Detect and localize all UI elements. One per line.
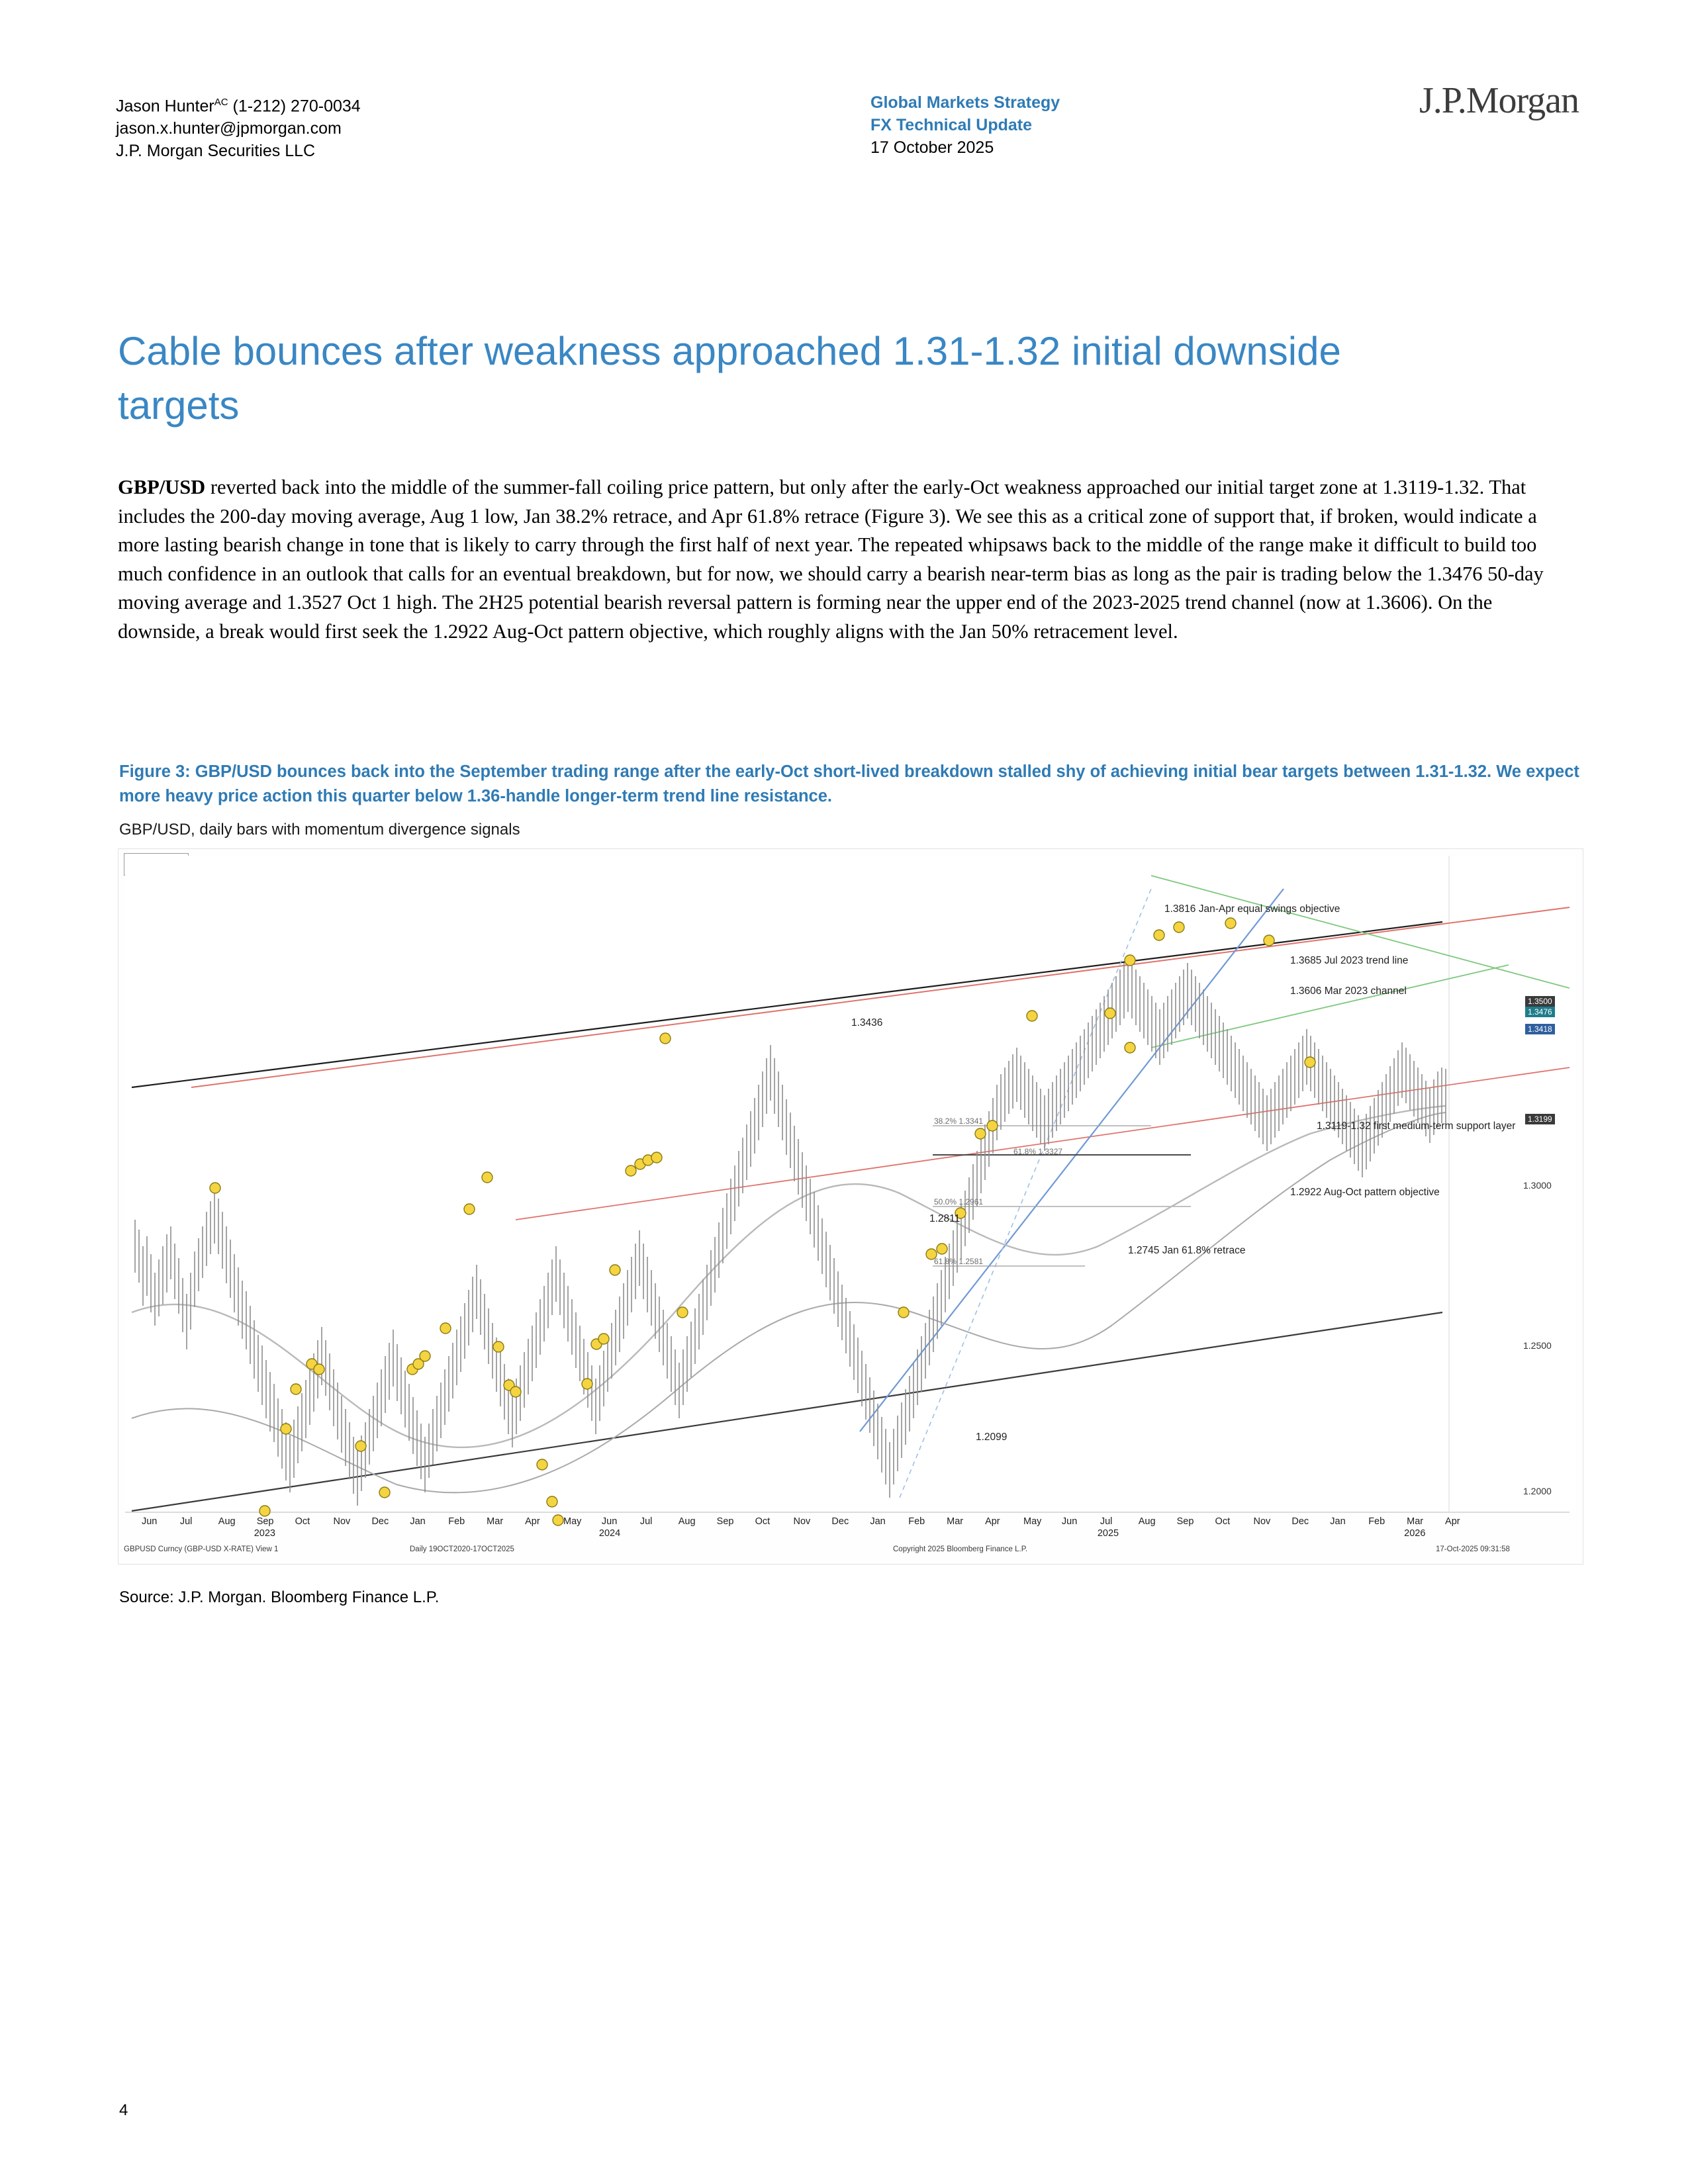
x-axis-month-label: Oct [1215,1516,1231,1527]
price-tag-1-3418: 1.3418 [1525,1024,1555,1034]
report-date: 17 October 2025 [870,138,994,157]
price-tag-1-3199: 1.3199 [1525,1114,1555,1124]
analyst-email: jason.x.hunter@jpmorgan.com [116,119,342,138]
report-type: FX Technical Update [870,116,1033,134]
y-tick-1-2000: 1.2000 [1523,1486,1552,1496]
x-axis-year-label: 2023 [254,1528,275,1539]
page-number: 4 [119,2101,128,2119]
body-lead: GBP/USD [118,476,206,498]
x-axis-month-label: Jan [1330,1516,1346,1527]
annotation-fib-618b: 61.8% 1.2581 [934,1257,984,1266]
annotation-1-3816: 1.3816 Jan-Apr equal swings objective [1164,903,1340,915]
x-axis-month-label: Dec [831,1516,849,1527]
chart-footer-right: 17-Oct-2025 09:31:58 [1436,1545,1510,1553]
annotation-fib-500: 50.0% 1.2961 [934,1197,984,1206]
x-axis-month-label: Apr [985,1516,1000,1527]
x-axis-month-label: Nov [1253,1516,1271,1527]
y-tick-1-2500: 1.2500 [1523,1340,1552,1351]
x-axis-month-label: Jun [141,1516,158,1527]
x-axis-month-label: Sep [716,1516,734,1527]
price-tag-1-3476: 1.3476 [1525,1007,1555,1017]
x-axis-month-label: Jun [601,1516,618,1527]
analyst-entity: J.P. Morgan Securities LLC [116,142,316,161]
x-axis-month-label: Feb [908,1516,925,1527]
jpmorgan-logo: J.P.Morgan [1419,80,1579,121]
figure-source: Source: J.P. Morgan. Bloomberg Finance L.P. [119,1588,440,1606]
x-axis-year-label: 2024 [598,1528,621,1539]
analyst-name: Jason Hunter [116,97,214,116]
analyst-name-line [116,91,361,117]
report-group: Global Markets Strategy [870,93,1060,112]
x-axis-month-label: May [563,1516,582,1527]
x-axis-month-label: Nov [333,1516,351,1527]
x-axis-month-label: Dec [371,1516,389,1527]
x-axis-month-label: Aug [218,1516,236,1527]
x-axis-month-label: Sep [256,1516,274,1527]
annotation-1-2745: 1.2745 Jan 61.8% retrace [1128,1245,1246,1256]
x-axis-month-label: Dec [1291,1516,1309,1527]
report-meta [870,91,1060,159]
annotation-fib-618: 61.8% 1.3327 [1013,1147,1063,1156]
x-axis-month-label: Jul [179,1516,193,1527]
x-axis-month-label: Jul [639,1516,653,1527]
analyst-block [116,91,361,162]
x-axis-month-label: Jan [870,1516,886,1527]
page-title: Cable bounces after weakness approached 1.31-1.32 initial downside targets [118,329,1341,428]
analyst-credential: AC [214,97,228,108]
x-axis-month-label: Jan [410,1516,426,1527]
chart-footer-mid2: Copyright 2025 Bloomberg Finance L.P. [893,1545,1028,1553]
figure-caption: Figure 3: GBP/USD bounces back into the September trading range after the early-Oct short-lived breakdown stalled shy of achieving initial bear targets between 1.31-1.32. We expect more heavy price action this quarter below 1.36-handle longer-term trend line resistance. [119,762,1579,805]
x-axis-month-label: Jun [1061,1516,1078,1527]
x-axis-year-label: 2025 [1097,1528,1119,1539]
x-axis-year-label: 2026 [1404,1528,1426,1539]
chart-footer-mid1: Daily 19OCT2020-17OCT2025 [410,1545,514,1553]
x-axis-month-label: Apr [1445,1516,1460,1527]
annotation-1-3606: 1.3606 Mar 2023 channel [1290,985,1407,997]
annotation-1-3685: 1.3685 Jul 2023 trend line [1290,955,1409,966]
x-axis-month-label: Oct [755,1516,771,1527]
annotation-fib-382: 38.2% 1.3341 [934,1116,984,1126]
x-axis-month-label: Oct [295,1516,310,1527]
x-axis-month-label: Aug [678,1516,696,1527]
annotation-1-2099: 1.2099 [976,1432,1008,1443]
y-tick-1-3000: 1.3000 [1523,1180,1552,1191]
annotation-pattern-objective: 1.2922 Aug-Oct pattern objective [1290,1187,1440,1198]
page-header [116,80,1579,177]
x-axis-month-label: Mar [487,1516,504,1527]
annotation-1-2811: 1.2811 [929,1213,961,1224]
x-axis-month-label: Feb [448,1516,465,1527]
x-axis-month-label: Feb [1368,1516,1385,1527]
chart-footer-left: GBPUSD Curncy (GBP-USD X-RATE) View 1 [124,1545,279,1553]
body-paragraph [118,473,1579,646]
x-axis-month-label: Apr [525,1516,540,1527]
x-axis-month-label: Nov [793,1516,811,1527]
x-axis-month-label: May [1023,1516,1042,1527]
figure-subcaption: GBP/USD, daily bars with momentum divergence signals [119,821,520,839]
x-axis-month-label: Jul [1100,1516,1113,1527]
x-axis-month-label: Sep [1176,1516,1194,1527]
gbpusd-chart [118,848,1583,1565]
x-axis-month-label: Mar [947,1516,964,1527]
analyst-phone: (1-212) 270-0034 [232,97,361,116]
price-tag-1-3500: 1.3500 [1525,996,1555,1007]
annotation-support-layer: 1.3119-1.32 first medium-term support layer [1317,1120,1516,1132]
x-axis-month-label: Mar [1407,1516,1424,1527]
body-text: reverted back into the middle of the summer-fall coiling price pattern, but only after the early-Oct weakness approached our initial target zone at 1.3119-1.32. That includes the 200-day moving average, Aug 1 low, Jan 38.2% retrace, and Apr 61.8% retrace (Figure 3). We see this as a critical zone of support that, if broken, would indicate a more lasting bearish change in tone that is likely to carry through the first half of next year. The repeated whipsaws back to the middle of the range make it difficult to build too much confidence in an outlook that calls for an eventual breakdown, but for now, we should carry a bearish near-term bias as long as the pair is trading below the 1.3476 50-day moving average and 1.3527 Oct 1 high. The 2H25 potential bearish reversal pattern is forming near the upper end of the 2023-2025 trend channel (now at 1.3606). On the downside, a break would first seek the 1.2922 Aug-Oct pattern objective, which roughly aligns with the Jan 50% retracement level. [118,476,1544,643]
annotation-1-3436: 1.3436 [851,1017,883,1028]
x-axis-month-label: Aug [1138,1516,1156,1527]
